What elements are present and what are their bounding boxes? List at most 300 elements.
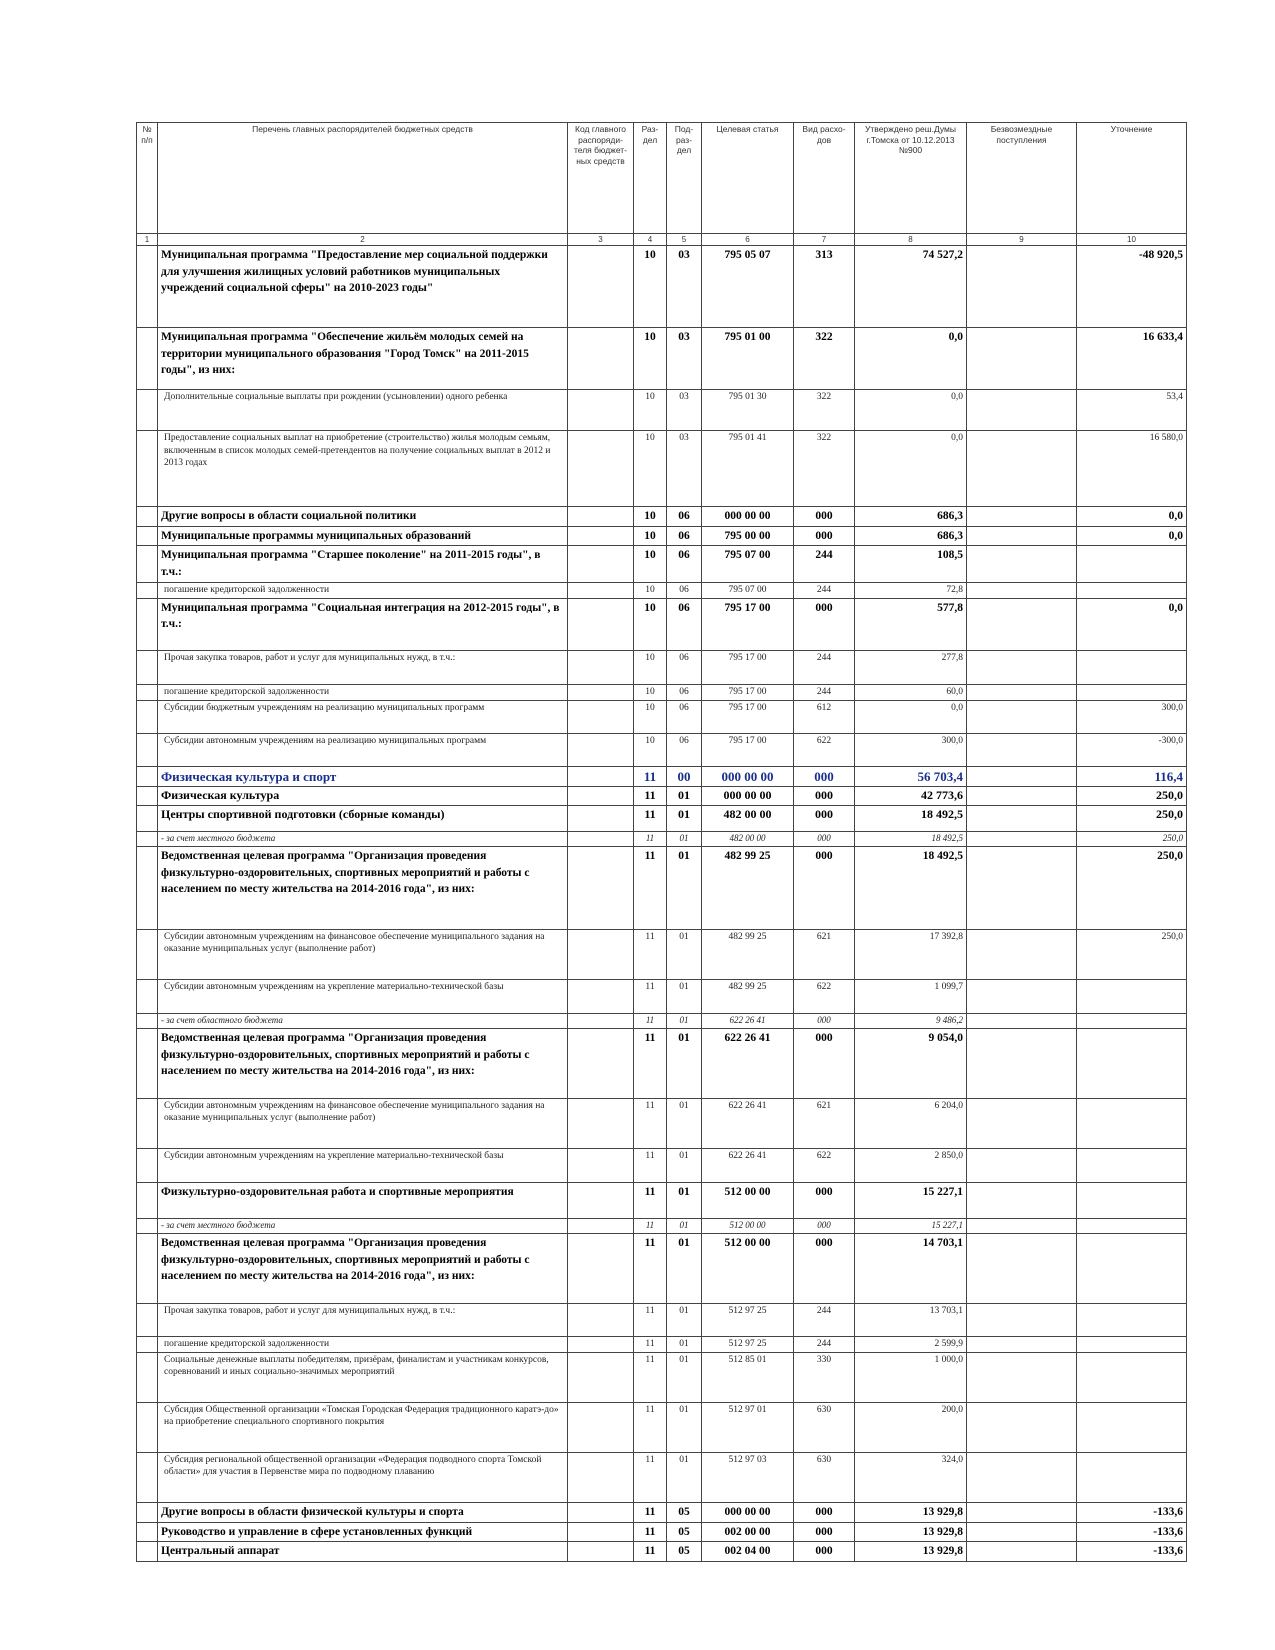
article-cell: 622 26 41 [702,1148,794,1182]
free-cell [967,1452,1077,1502]
num-cell [137,684,158,700]
name-cell: Руководство и управление в сфере установленных функций [158,1522,568,1542]
change-cell [1077,546,1187,582]
approved-cell: 0,0 [855,328,967,390]
article-cell: 622 26 41 [702,1098,794,1148]
razdel-cell: 10 [634,546,667,582]
vid-cell: 000 [794,805,855,831]
num-cell [137,733,158,766]
razdel-cell: 11 [634,1542,667,1562]
razdel-cell: 11 [634,1303,667,1336]
table-row [137,1336,1187,1352]
approved-cell: 56 703,4 [855,766,967,786]
code-cell [568,582,634,598]
approved-cell: 13 929,8 [855,1522,967,1542]
approved-cell: 15 227,1 [855,1218,967,1233]
free-cell [967,507,1077,527]
table-row [137,246,1187,328]
num-cell [137,1218,158,1233]
num-cell [137,1452,158,1502]
code-cell [568,526,634,546]
num-cell [137,831,158,846]
name-cell: Центральный аппарат [158,1542,568,1562]
table-row [137,846,1187,929]
vid-cell: 322 [794,390,855,431]
num-cell [137,805,158,831]
code-cell [568,1233,634,1303]
change-cell [1077,979,1187,1013]
header-code: Код главного распоряди-теля бюджет-ных средств [568,123,634,234]
change-cell: 250,0 [1077,786,1187,805]
podrazdel-cell: 01 [667,1148,702,1182]
name-cell: Субсидии автономным учреждениям на финансовое обеспечение муниципального задания на оказание муниципальных услуг (выполнение работ) [158,929,568,979]
razdel-cell: 11 [634,1336,667,1352]
code-cell [568,1452,634,1502]
header-change: Уточнение [1077,123,1187,234]
code-cell [568,507,634,527]
name-cell: погашение кредиторской задолженности [158,1336,568,1352]
article-cell: 795 07 00 [702,546,794,582]
article-cell: 795 01 30 [702,390,794,431]
razdel-cell: 11 [634,1352,667,1402]
approved-cell: 13 929,8 [855,1502,967,1522]
razdel-cell: 11 [634,1233,667,1303]
free-cell [967,1218,1077,1233]
approved-cell: 18 492,5 [855,805,967,831]
razdel-cell: 11 [634,1402,667,1452]
free-cell [967,431,1077,507]
podrazdel-cell: 06 [667,684,702,700]
vid-cell: 000 [794,598,855,650]
vid-cell: 244 [794,1303,855,1336]
free-cell [967,598,1077,650]
table-row [137,1098,1187,1148]
table-row [137,1182,1187,1218]
header-num: № п/п [137,123,158,234]
free-cell [967,684,1077,700]
free-cell [967,582,1077,598]
razdel-cell: 11 [634,1452,667,1502]
table-row [137,390,1187,431]
table-row [137,700,1187,733]
vid-cell: 621 [794,929,855,979]
approved-cell: 13 929,8 [855,1542,967,1562]
vid-cell: 330 [794,1352,855,1402]
article-cell: 000 00 00 [702,1502,794,1522]
code-cell [568,1182,634,1218]
num-cell [137,786,158,805]
razdel-cell: 11 [634,1013,667,1028]
change-cell: -133,6 [1077,1502,1187,1522]
name-cell: Субсидия региональной общественной организации «Федерация подводного спорта Томской области» для участия в Первенстве мира по подводному плаванию [158,1452,568,1502]
free-cell [967,1352,1077,1402]
razdel-cell: 11 [634,805,667,831]
num-cell [137,507,158,527]
free-cell [967,831,1077,846]
razdel-cell: 10 [634,246,667,328]
podrazdel-cell: 06 [667,598,702,650]
free-cell [967,526,1077,546]
podrazdel-cell: 01 [667,831,702,846]
change-cell [1077,1218,1187,1233]
change-cell [1077,1402,1187,1452]
table-row [137,1233,1187,1303]
vid-cell: 000 [794,1182,855,1218]
col-number: 9 [967,234,1077,246]
header-free: Безвозмездные поступления [967,123,1077,234]
num-cell [137,1182,158,1218]
vid-cell: 000 [794,1542,855,1562]
podrazdel-cell: 06 [667,650,702,684]
approved-cell: 686,3 [855,526,967,546]
num-cell [137,1013,158,1028]
vid-cell: 621 [794,1098,855,1148]
free-cell [967,846,1077,929]
change-cell [1077,1303,1187,1336]
podrazdel-cell: 01 [667,1452,702,1502]
approved-cell: 72,8 [855,582,967,598]
vid-cell: 000 [794,831,855,846]
header-row [137,123,1187,234]
approved-cell: 277,8 [855,650,967,684]
change-cell: 0,0 [1077,507,1187,527]
num-cell [137,929,158,979]
podrazdel-cell: 01 [667,1303,702,1336]
code-cell [568,1028,634,1098]
free-cell [967,546,1077,582]
podrazdel-cell: 06 [667,507,702,527]
article-cell: 512 97 25 [702,1336,794,1352]
table-row [137,1218,1187,1233]
col-number: 6 [702,234,794,246]
article-cell: 512 97 03 [702,1452,794,1502]
podrazdel-cell: 03 [667,246,702,328]
free-cell [967,1013,1077,1028]
col-number: 4 [634,234,667,246]
free-cell [967,246,1077,328]
code-cell [568,684,634,700]
article-cell: 512 00 00 [702,1182,794,1218]
table-row [137,1013,1187,1028]
razdel-cell: 11 [634,1028,667,1098]
num-cell [137,1098,158,1148]
razdel-cell: 10 [634,507,667,527]
article-cell: 512 00 00 [702,1233,794,1303]
col-number: 2 [158,234,568,246]
name-cell: погашение кредиторской задолженности [158,684,568,700]
article-cell: 795 00 00 [702,526,794,546]
razdel-cell: 10 [634,650,667,684]
table-row [137,766,1187,786]
approved-cell: 9 486,2 [855,1013,967,1028]
code-cell [568,979,634,1013]
change-cell: 0,0 [1077,526,1187,546]
code-cell [568,431,634,507]
article-cell: 000 00 00 [702,786,794,805]
vid-cell: 000 [794,846,855,929]
article-cell: 795 17 00 [702,700,794,733]
num-cell [137,1028,158,1098]
change-cell: -48 920,5 [1077,246,1187,328]
num-cell [137,1542,158,1562]
article-cell: 482 99 25 [702,979,794,1013]
podrazdel-cell: 03 [667,328,702,390]
article-cell: 002 00 00 [702,1522,794,1542]
code-cell [568,1502,634,1522]
razdel-cell: 10 [634,526,667,546]
name-cell: - за счет местного бюджета [158,831,568,846]
code-cell [568,831,634,846]
header-vid: Вид расхо-дов [794,123,855,234]
razdel-cell: 10 [634,328,667,390]
approved-cell: 200,0 [855,1402,967,1452]
razdel-cell: 11 [634,1182,667,1218]
vid-cell: 000 [794,766,855,786]
approved-cell: 0,0 [855,390,967,431]
name-cell: Предоставление социальных выплат на приобретение (строительство) жилья молодым семьям, включенным в список молодых семей-претендентов на получение социальных выплат в 2012 и 2013 годах [158,431,568,507]
razdel-cell: 11 [634,831,667,846]
num-cell [137,246,158,328]
approved-cell: 74 527,2 [855,246,967,328]
razdel-cell: 10 [634,390,667,431]
article-cell: 512 85 01 [702,1352,794,1402]
code-cell [568,650,634,684]
approved-cell: 42 773,6 [855,786,967,805]
budget-table [136,122,1187,1562]
code-cell [568,766,634,786]
code-cell [568,1352,634,1402]
article-cell: 512 00 00 [702,1218,794,1233]
article-cell: 795 07 00 [702,582,794,598]
razdel-cell: 10 [634,700,667,733]
table-row [137,582,1187,598]
razdel-cell: 11 [634,766,667,786]
vid-cell: 000 [794,1502,855,1522]
code-cell [568,1522,634,1542]
article-cell: 795 05 07 [702,246,794,328]
name-cell: Муниципальная программа "Старшее поколение" на 2011-2015 годы", в т.ч.: [158,546,568,582]
name-cell: Центры спортивной подготовки (сборные команды) [158,805,568,831]
col-number: 10 [1077,234,1187,246]
table-row [137,979,1187,1013]
free-cell [967,1502,1077,1522]
approved-cell: 18 492,5 [855,831,967,846]
code-cell [568,1402,634,1452]
article-cell: 512 97 01 [702,1402,794,1452]
table-row [137,786,1187,805]
approved-cell: 14 703,1 [855,1233,967,1303]
article-cell: 482 99 25 [702,929,794,979]
change-cell: -133,6 [1077,1522,1187,1542]
name-cell: Субсидии бюджетным учреждениям на реализацию муниципальных программ [158,700,568,733]
vid-cell: 244 [794,582,855,598]
podrazdel-cell: 06 [667,700,702,733]
free-cell [967,650,1077,684]
vid-cell: 000 [794,526,855,546]
header-approved: Утверждено реш.Думы г.Томска от 10.12.2013 №900 [855,123,967,234]
name-cell: Дополнительные социальные выплаты при рождении (усыновлении) одного ребенка [158,390,568,431]
num-cell [137,766,158,786]
table-row [137,507,1187,527]
name-cell: Субсидии автономным учреждениям на укрепление материально-технической базы [158,979,568,1013]
article-cell: 795 01 00 [702,328,794,390]
change-cell: 250,0 [1077,805,1187,831]
podrazdel-cell: 01 [667,1182,702,1218]
razdel-cell: 11 [634,846,667,929]
change-cell [1077,650,1187,684]
change-cell: 250,0 [1077,846,1187,929]
vid-cell: 244 [794,684,855,700]
vid-cell: 622 [794,733,855,766]
razdel-cell: 10 [634,598,667,650]
podrazdel-cell: 01 [667,1098,702,1148]
col-number: 8 [855,234,967,246]
change-cell [1077,1233,1187,1303]
free-cell [967,1303,1077,1336]
table-row [137,526,1187,546]
vid-cell: 630 [794,1402,855,1452]
num-cell [137,846,158,929]
column-numbers-row [137,234,1187,246]
approved-cell: 60,0 [855,684,967,700]
name-cell: Физическая культура и спорт [158,766,568,786]
vid-cell: 244 [794,546,855,582]
change-cell: -133,6 [1077,1542,1187,1562]
free-cell [967,929,1077,979]
article-cell: 000 00 00 [702,766,794,786]
header-razdel: Раз-дел [634,123,667,234]
podrazdel-cell: 03 [667,431,702,507]
table-row [137,1028,1187,1098]
name-cell: Субсидия Общественной организации «Томская Городская Федерация традиционного каратэ-до» на приобретение специального спортивного покрытия [158,1402,568,1452]
vid-cell: 322 [794,431,855,507]
approved-cell: 300,0 [855,733,967,766]
razdel-cell: 10 [634,431,667,507]
change-cell: 116,4 [1077,766,1187,786]
free-cell [967,1098,1077,1148]
name-cell: Субсидии автономным учреждениям на финансовое обеспечение муниципального задания на оказание муниципальных услуг (выполнение работ) [158,1098,568,1148]
article-cell: 512 97 25 [702,1303,794,1336]
name-cell: Прочая закупка товаров, работ и услуг для муниципальных нужд, в т.ч.: [158,1303,568,1336]
podrazdel-cell: 01 [667,786,702,805]
code-cell [568,700,634,733]
name-cell: Субсидии автономным учреждениям на реализацию муниципальных программ [158,733,568,766]
vid-cell: 000 [794,1522,855,1542]
table-row [137,929,1187,979]
podrazdel-cell: 01 [667,805,702,831]
name-cell: Ведомственная целевая программа "Организация проведения физкультурно-оздоровительных, спортивных мероприятий и работы с населением по месту жительства на 2014-2016 года", из них: [158,1028,568,1098]
approved-cell: 0,0 [855,700,967,733]
num-cell [137,979,158,1013]
table-row [137,831,1187,846]
code-cell [568,598,634,650]
table-row [137,684,1187,700]
num-cell [137,582,158,598]
approved-cell: 6 204,0 [855,1098,967,1148]
code-cell [568,1336,634,1352]
num-cell [137,1336,158,1352]
num-cell [137,1502,158,1522]
podrazdel-cell: 05 [667,1502,702,1522]
podrazdel-cell: 01 [667,929,702,979]
name-cell: Субсидии автономным учреждениям на укрепление материально-технической базы [158,1148,568,1182]
col-number: 3 [568,234,634,246]
razdel-cell: 11 [634,786,667,805]
approved-cell: 324,0 [855,1452,967,1502]
free-cell [967,1028,1077,1098]
article-cell: 482 99 25 [702,846,794,929]
podrazdel-cell: 06 [667,582,702,598]
num-cell [137,328,158,390]
vid-cell: 000 [794,1233,855,1303]
free-cell [967,700,1077,733]
num-cell [137,1402,158,1452]
podrazdel-cell: 01 [667,1233,702,1303]
col-number: 5 [667,234,702,246]
vid-cell: 244 [794,1336,855,1352]
free-cell [967,1542,1077,1562]
code-cell [568,246,634,328]
name-cell: - за счет областного бюджета [158,1013,568,1028]
change-cell: 16 580,0 [1077,431,1187,507]
free-cell [967,1182,1077,1218]
table-row [137,546,1187,582]
name-cell: Социальные денежные выплаты победителям, призёрам, финалистам и участникам конкурсов, соревнований и иных социально-значимых мероприятий [158,1352,568,1402]
article-cell: 622 26 41 [702,1028,794,1098]
free-cell [967,1148,1077,1182]
vid-cell: 000 [794,786,855,805]
vid-cell: 322 [794,328,855,390]
name-cell: Прочая закупка товаров, работ и услуг для муниципальных нужд, в т.ч.: [158,650,568,684]
table-row [137,650,1187,684]
table-row [137,598,1187,650]
num-cell [137,1148,158,1182]
vid-cell: 313 [794,246,855,328]
free-cell [967,766,1077,786]
code-cell [568,1218,634,1233]
vid-cell: 000 [794,1218,855,1233]
change-cell: 250,0 [1077,929,1187,979]
approved-cell: 2 850,0 [855,1148,967,1182]
code-cell [568,805,634,831]
article-cell: 795 17 00 [702,733,794,766]
article-cell: 795 01 41 [702,431,794,507]
free-cell [967,979,1077,1013]
change-cell: 250,0 [1077,831,1187,846]
approved-cell: 9 054,0 [855,1028,967,1098]
name-cell: Физкультурно-оздоровительная работа и спортивные мероприятия [158,1182,568,1218]
approved-cell: 108,5 [855,546,967,582]
name-cell: Ведомственная целевая программа "Организация проведения физкультурно-оздоровительных, спортивных мероприятий и работы с населением по месту жительства на 2014-2016 года", из них: [158,1233,568,1303]
num-cell [137,1522,158,1542]
approved-cell: 2 599,9 [855,1336,967,1352]
code-cell [568,733,634,766]
name-cell: Муниципальная программа "Обеспечение жильём молодых семей на территории муниципального образования "Город Томск" на 2011-2015 годы", из них: [158,328,568,390]
vid-cell: 000 [794,1028,855,1098]
approved-cell: 577,8 [855,598,967,650]
article-cell: 622 26 41 [702,1013,794,1028]
vid-cell: 244 [794,650,855,684]
name-cell: Другие вопросы в области социальной политики [158,507,568,527]
num-cell [137,700,158,733]
table-row [137,805,1187,831]
table-row [137,1352,1187,1402]
free-cell [967,1522,1077,1542]
approved-cell: 0,0 [855,431,967,507]
razdel-cell: 11 [634,1522,667,1542]
approved-cell: 686,3 [855,507,967,527]
article-cell: 482 00 00 [702,831,794,846]
